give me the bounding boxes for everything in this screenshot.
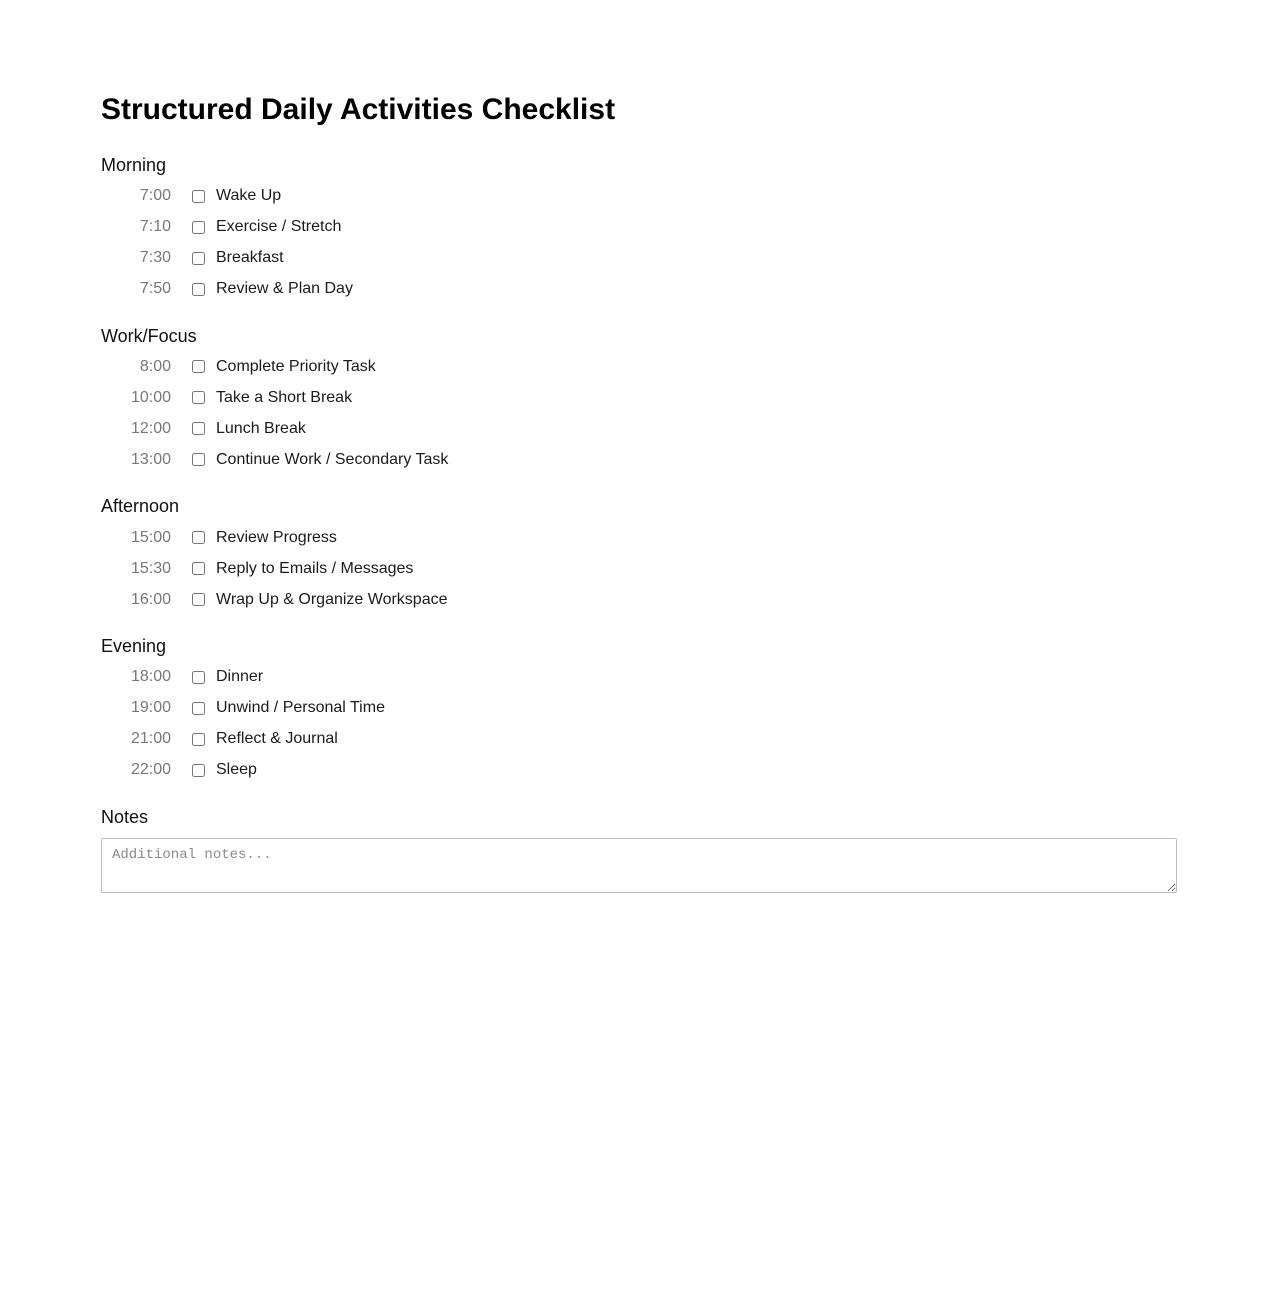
item-checkbox[interactable]	[192, 531, 205, 544]
item-checkbox[interactable]	[192, 252, 205, 265]
checklist-row	[101, 450, 1177, 469]
item-time: 10:00	[130, 388, 171, 406]
checklist-row	[101, 699, 1177, 718]
item-label: Take a Short Break	[216, 388, 353, 406]
item-time: 15:30	[130, 559, 171, 577]
item-checkbox[interactable]	[192, 593, 205, 606]
item-checkbox[interactable]	[192, 422, 205, 435]
checklist-row	[101, 668, 1177, 687]
item-label: Continue Work / Secondary Task	[216, 450, 449, 468]
checklist-row	[101, 357, 1177, 376]
checklist-section	[101, 636, 1177, 780]
item-time: 16:00	[130, 590, 171, 608]
item-time: 19:00	[130, 699, 171, 717]
checklist-row	[101, 249, 1177, 268]
section-title: Evening	[101, 636, 167, 657]
item-label: Lunch Break	[216, 419, 306, 437]
item-checkbox[interactable]	[192, 283, 205, 296]
item-time: 7:00	[139, 187, 171, 205]
checklist-sections	[101, 155, 1177, 780]
section-title: Afternoon	[101, 496, 180, 517]
item-time: 7:50	[139, 280, 171, 298]
item-checkbox[interactable]	[192, 190, 205, 203]
item-label: Breakfast	[216, 249, 284, 267]
item-label: Dinner	[216, 668, 264, 686]
item-label: Review & Plan Day	[216, 280, 353, 298]
section-rows	[101, 528, 1177, 609]
checklist-section	[101, 155, 1177, 299]
notes-section	[101, 807, 1177, 894]
checklist-row	[101, 730, 1177, 749]
checklist-row	[101, 388, 1177, 407]
item-label: Complete Priority Task	[216, 357, 376, 375]
checklist-row	[101, 590, 1177, 609]
item-label: Reflect & Journal	[216, 730, 338, 748]
section-title: Morning	[101, 155, 167, 175]
notes-input[interactable]	[101, 838, 1177, 893]
checklist-row	[101, 187, 1177, 206]
page-title: Structured Daily Activities Checklist	[101, 93, 616, 126]
item-checkbox[interactable]	[192, 562, 205, 575]
item-checkbox[interactable]	[192, 733, 205, 746]
checklist-row	[101, 761, 1177, 780]
item-label: Sleep	[216, 761, 257, 779]
item-label: Reply to Emails / Messages	[216, 559, 414, 577]
item-time: 22:00	[130, 761, 171, 779]
item-label: Unwind / Personal Time	[216, 699, 385, 717]
item-time: 7:30	[139, 249, 171, 267]
item-checkbox[interactable]	[192, 453, 205, 466]
checklist-row	[101, 280, 1177, 299]
checklist-row	[101, 218, 1177, 237]
item-time: 18:00	[130, 668, 171, 686]
checklist-row	[101, 419, 1177, 438]
checklist-row	[101, 559, 1177, 578]
item-checkbox[interactable]	[192, 221, 205, 234]
item-time: 8:00	[139, 357, 171, 375]
item-checkbox[interactable]	[192, 764, 205, 777]
section-rows	[101, 187, 1177, 299]
item-time: 21:00	[130, 730, 171, 748]
checklist-row	[101, 528, 1177, 547]
section-rows	[101, 357, 1177, 469]
notes-heading: Notes	[101, 806, 149, 827]
item-time: 7:10	[139, 218, 171, 236]
item-label: Wrap Up & Organize Workspace	[216, 590, 448, 608]
section-title: Work/Focus	[101, 325, 197, 346]
item-label: Exercise / Stretch	[216, 218, 342, 236]
item-time: 15:00	[130, 528, 171, 546]
item-label: Review Progress	[216, 528, 337, 546]
item-time: 12:00	[130, 419, 171, 437]
item-time: 13:00	[130, 450, 171, 468]
item-checkbox[interactable]	[192, 360, 205, 373]
checklist-section	[101, 326, 1177, 470]
item-checkbox[interactable]	[192, 391, 205, 404]
item-checkbox[interactable]	[192, 671, 205, 684]
item-checkbox[interactable]	[192, 702, 205, 715]
section-rows	[101, 668, 1177, 780]
item-label: Wake Up	[216, 187, 282, 205]
checklist-section	[101, 496, 1177, 609]
